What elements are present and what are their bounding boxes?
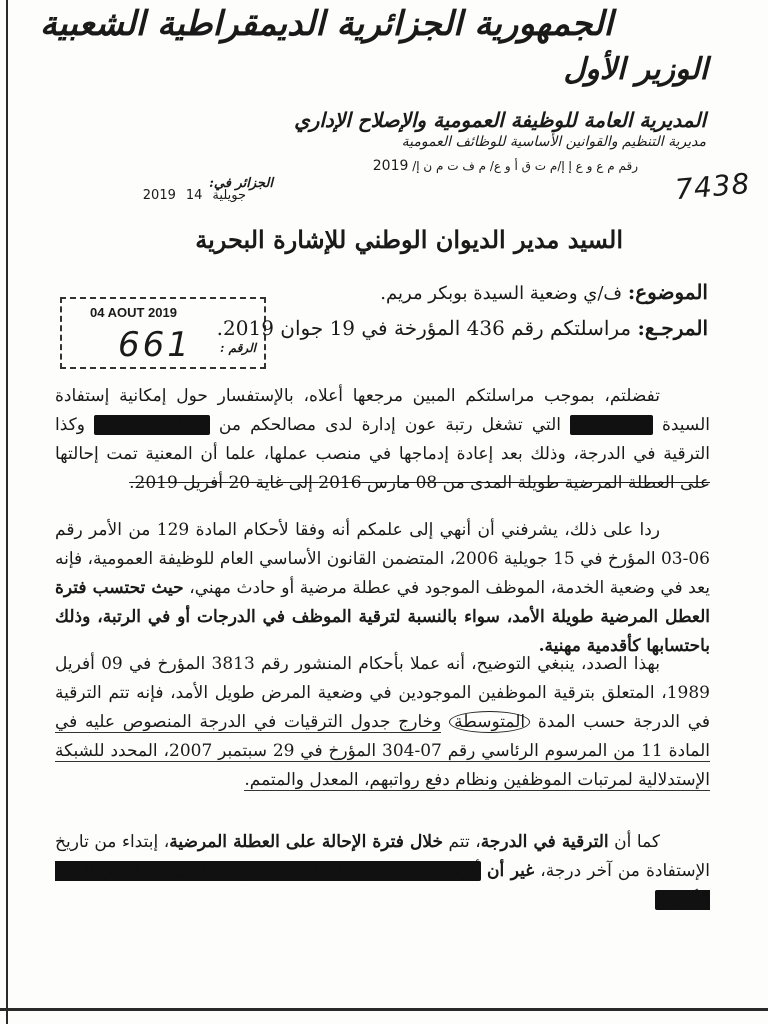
p2-text-a: ردا على ذلك، يشرفني أن أنهي إلى علمكم أنه وفقا لأحكام المادة 129 من الأمر رقم 06-03 المؤرخ في 15 جويلية 2006، المتضمن القانون الأساسي العام للوظيفة العمومية، فإنه يعد في وضعية الخدمة، الموظف الموجود في عطلة مرضية أو حادث مهني، (55, 520, 711, 598)
letter-date (133, 188, 246, 203)
reference-text: مراسلتكم رقم 436 المؤرخة في 19 جوان 2019. (216, 316, 632, 340)
reference-code-text: رقم م ع و ع إ إ/م ت ق أ و ع/ م ف ت م ن إ/ (412, 159, 638, 173)
republic-heading: الجمهورية الجزائرية الديمقراطية الشعبية (39, 4, 613, 44)
reference-year: 2019 (372, 158, 409, 174)
reference-label: المرجـع: (637, 316, 708, 340)
paragraph-3 (55, 650, 710, 795)
minister-heading: الوزير الأول (563, 52, 708, 87)
circled-word: المتوسطة (449, 711, 530, 733)
p4-text-a: كما أن (614, 832, 661, 852)
p1-text-c: وكذا الترقية في الدرجة، وذلك بعد إعادة إدماجها في منصب عملها، علما أن المعنية تمت إحالتها (55, 415, 710, 464)
paragraph-2 (55, 516, 710, 661)
subject-label: الموضوع: (627, 280, 708, 304)
date-month: جويلية (212, 188, 246, 203)
stamp-number: 661 (118, 325, 192, 365)
p3-text-b: وخارج جدول الترقيات في الدرجة المنصوص عليه في المادة 11 من المرسوم الرئاسي رقم 07-304 المؤرخ في 29 سبتمبر 2007، المحدد للشبكة الإستدلالية لمرتبات الموظفين ونظام دفع رواتبهم، المعدل والمتمم. (55, 712, 710, 790)
p1-text-d: على العطلة المرضية طويلة المدى من 08 مارس 2016 إلى غاية 20 أفريل 2019. (129, 473, 710, 493)
subject-line (380, 280, 708, 304)
subject-text: ف/ي وضعية السيدة بوبكر مريم. (380, 283, 623, 304)
reference-line (217, 316, 708, 340)
p4-bold-1: الترقية في الدرجة (480, 832, 609, 852)
reference-code (373, 158, 638, 174)
recipient-title: السيد مدير الديوان الوطني للإشارة البحرية (195, 225, 623, 254)
directorate-heading: المديرية العامة للوظيفة العمومية والإصلاح الإداري (294, 108, 706, 132)
paragraph-1 (55, 382, 710, 498)
p2-text-b: حيث تحتسب فترة العطل المرضية طويلة الأمد، سواء بالنسبة لترقية الموظف في الدرجات أو في الرتبة، وذلك باحتسابها كأقدمية مهنية. (55, 578, 710, 656)
p1-text-b: التي تشغل رتبة عون إدارة لدى مصالحكم من (218, 415, 562, 435)
p4-text-b: ، تتم (448, 832, 481, 852)
p3-text-a: بهذا الصدد، ينبغي التوضيح، أنه عملا بأحكام المنشور رقم 3813 المؤرخ في 09 أفريل 1989، المتعلق بترقية الموظفين الموجودين في وضعية المرض طويل الأمد، فإنه تتم الترقية في الدرجة حسب المدة (55, 654, 711, 732)
date-label: الجزائر في: (209, 176, 273, 191)
paragraph-4 (55, 828, 710, 915)
page-edge-left (6, 0, 8, 1024)
handwritten-reference-number: 7438 (673, 166, 752, 207)
stamp-date: 04 AOUT 2019 (90, 305, 177, 320)
redacted-sentence: أثرها المالي يسري ابتداء من تاريخ استئناف العمل في الرتبة الأصلية. (55, 861, 710, 910)
p4-bold-3: غير أن (487, 861, 535, 881)
subdirectorate-heading: مديرية التنظيم والقوانين الأساسية للوظائف العمومية (401, 134, 706, 150)
page-edge-bottom (0, 1008, 768, 1011)
p1-text-a: تفضلتم، بموجب مراسلتكم المبين مرجعها أعلاه، بالإستفسار حول إمكانية إستفادة السيدة (55, 386, 710, 435)
redacted-phrase: العطلة المرضية (95, 415, 209, 435)
stamp-label: الرقم : (220, 341, 256, 355)
date-year: 2019 (142, 188, 176, 203)
p4-bold-2: خلال فترة الإحالة على العطلة المرضية (169, 832, 443, 852)
date-day: 14 (185, 188, 203, 203)
p4-text-c: ، إبتداء من تاريخ الإستفادة من آخر درجة، (55, 832, 711, 881)
redacted-name: بوبكر مريم (571, 415, 652, 435)
